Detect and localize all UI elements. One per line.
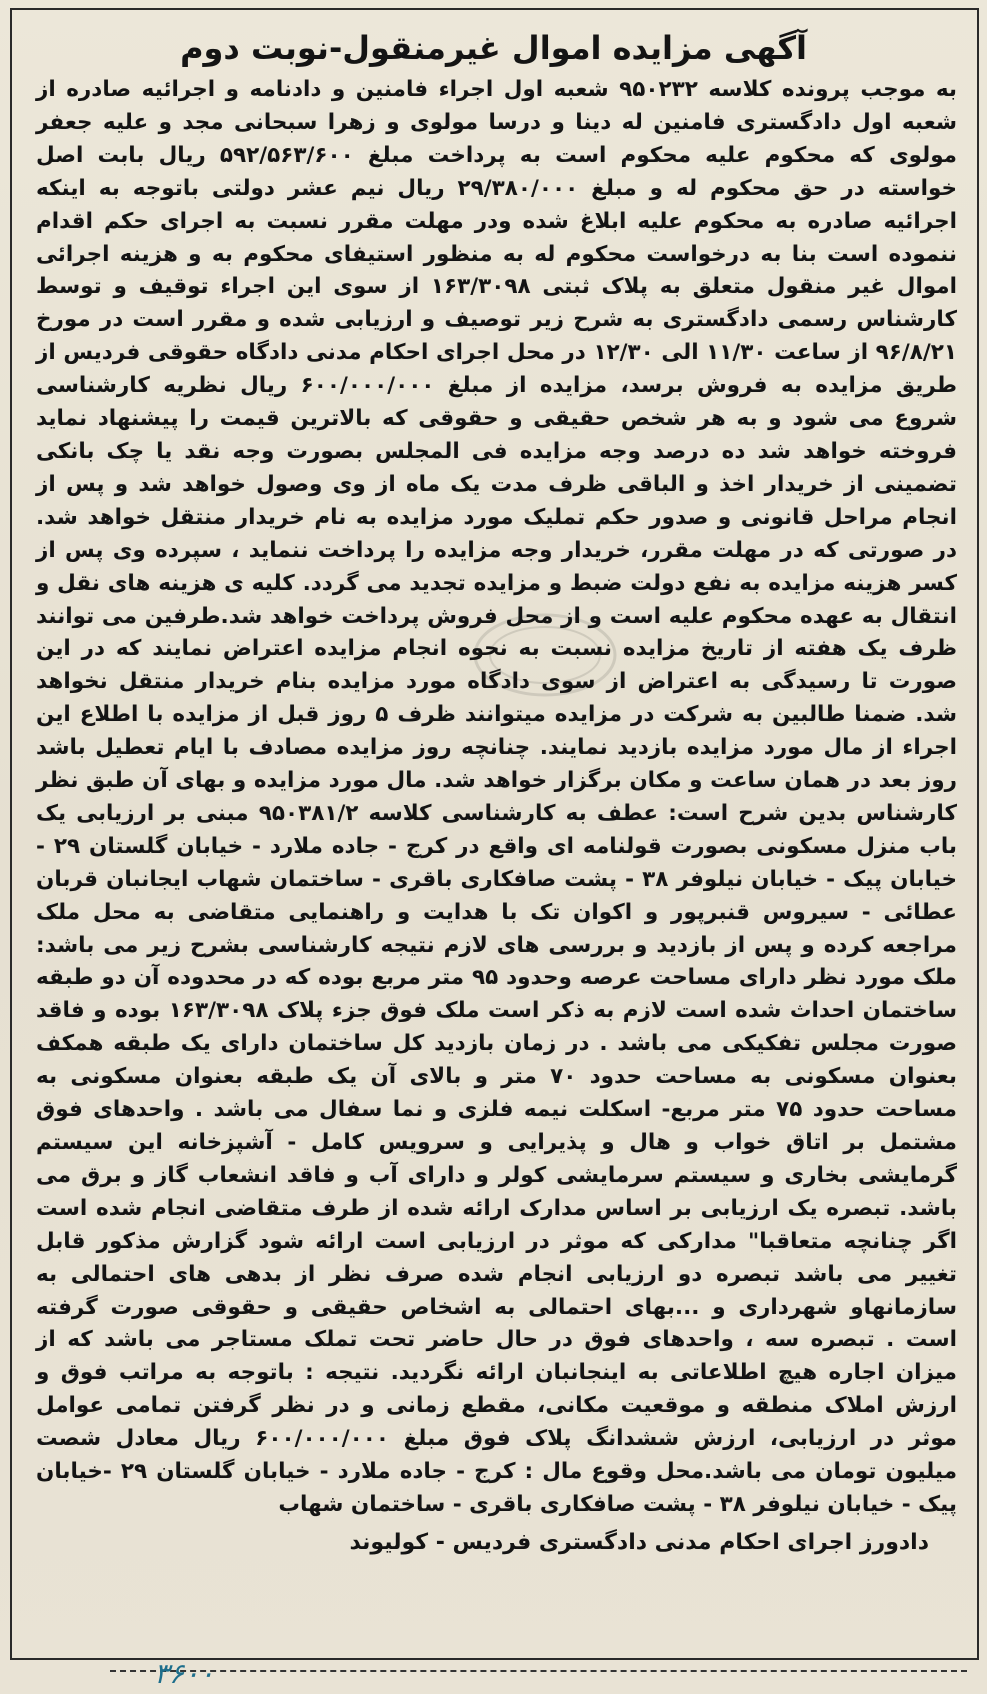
handwritten-note [150, 1656, 320, 1690]
notice-signature: دادورز اجرای احکام مدنی دادگستری فردیس - کولیوند [349, 1529, 929, 1555]
notice-title: آگهی مزایده اموال غیرمنقول-نوبت دوم [180, 29, 807, 67]
notice-body [36, 74, 957, 1522]
handwritten-number: ۳۶۰۰ [154, 1657, 215, 1690]
notice-paragraph: به موجب پرونده کلاسه ۹۵۰۲۳۲ شعبه اول اجراء فامنین و دادنامه و اجرائیه صادره از شعبه اول دادگستری فامنین له دینا و درسا مولوی و زهرا سبحانی مجد و علیه جعفر مولوی که محکوم علیه محکوم است به پرداخت مبلغ ۵۹۲/۵۶۳/۶۰۰ ریال بابت اصل خواسته در حق محکوم له و مبلغ ۲۹/۳۸۰/۰۰۰ ریال نیم عشر دولتی باتوجه به اینکه اجرائیه صادره به محکوم علیه ابلاغ شده ودر مهلت مقرر نسبت به اجرای حکم اقدام ننموده است بنا به درخواست محکوم له به منظور استیفای محکوم به و هزینه اجرائی اموال غیر منقول متعلق به پلاک ثبتی ۱۶۳/۳۰۹۸ از سوی این اجراء توقیف و توسط کارشناس رسمی دادگستری به شرح زیر توصیف و ارزیابی شده و مقرر است در مورخ ۹۶/۸/۲۱ از ساعت ۱۱/۳۰ الی ۱۲/۳۰ در محل اجرای احکام مدنی دادگاه حقوقی فردیس از طریق مزایده به فروش برسد، مزایده از مبلغ ۶۰۰/۰۰۰/۰۰۰ ریال نظریه کارشناسی شروع می شود و به هر شخص حقیقی و حقوقی که بالاترین قیمت را پیشنهاد نماید فروخته خواهد شد ده درصد وجه مزایده فی المجلس بصورت وجه نقد یا چک بانکی تضمینی از خریدار اخذ و الباقی ظرف مدت یک ماه از وی وصول خواهد شد و پس از انجام مراحل قانونی و صدور حکم تملیک مورد مزایده به نام خریدار منتقل خواهد شد. در صورتی که در مهلت مقرر، خریدار وجه مزایده را پرداخت ننماید ، سپرده وی پس از کسر هزینه مزایده به نفع دولت ضبط و مزایده تجدید می گردد. کلیه ی هزینه های نقل و انتقال به عهده محکوم علیه است و از محل فروش پرداخت خواهد شد.طرفین می توانند ظرف یک هفته از تاریخ مزایده نسبت به نحوه انجام مزایده اعتراض نمایند که در این صورت تا رسیدگی به اعتراض از سوی دادگاه مورد مزایده بنام خریدار منتقل نخواهد شد. ضمنا طالبین به شرکت در مزایده میتوانند ظرف ۵ روز قبل از مزایده با اطلاع این اجراء از مال مورد مزایده بازدید نمایند. چنانچه روز مزایده مصادف با ایام تعطیل باشد روز بعد در همان ساعت و مکان برگزار خواهد شد. مال مورد مزایده و بهای آن طبق نظر کارشناس بدین شرح است: عطف به کارشناسی کلاسه ۹۵۰۳۸۱/۲ مبنی بر ارزیابی یک باب منزل مسکونی بصورت قولنامه ای واقع در کرج - جاده ملارد - خیابان گلستان ۲۹ - خیابان پیک - خیابان نیلوفر ۳۸ - پشت صافکاری باقری - ساختمان شهاب ایجانبان قربان عطائی - سیروس قنبرپور و اکوان تک با هدایت و راهنمایی متقاضی به محل ملک مراجعه کرده و پس از بازدید و بررسی های لازم نتیجه کارشناسی بشرح زیر می باشد: ملک مورد نظر دارای مساحت عرصه وحدود ۹۵ متر مربع بوده که در محدوده آن دو طبقه ساختمان احداث شده است لازم به ذکر است ملک فوق جزء پلاک ۱۶۳/۳۰۹۸ بوده و فاقد صورت مجلس تفکیکی می باشد . در زمان بازدید کل ساختمان دارای یک طبقه همکف بعنوان مسکونی به مساحت حدود ۷۰ متر و بالای آن یک طبقه بعنوان مسکونی به مساحت حدود ۷۵ متر مربع- اسکلت نیمه فلزی و نما سفال می باشد . واحدهای فوق مشتمل بر اتاق خواب و هال و پذیرایی و سرویس کامل - آشپزخانه این سیستم گرمایشی بخاری و سیستم سرمایشی کولر و دارای آب و فاقد انشعاب گاز و برق می باشد. تبصره یک ارزیابی بر اساس مدارک ارائه شده از طرف متقاضی انجام شده است اگر چنانچه متعاقبا" مدارکی که موثر در ارزیابی است ارائه شود گزارش مذکور قابل تغییر می باشد تبصره دو ارزیابی انجام شده صرف نظر از بدهی های احتمالی به سازمانهاو شهرداری و ...بهای احتمالی به اشخاص حقیقی و حقوقی صورت گرفته است . تبصره سه ، واحدهای فوق در حال حاضر تحت تملک مستاجر می باشد که از میزان اجاره هیچ اطلاعاتی به اینجانبان ارائه نگردید. نتیجه : باتوجه به مراتب فوق و ارزش املاک منطقه و موقعیت مکانی، مقطع زمانی و در نظر گرفتن تمامی عوامل موثر در ارزیابی، ارزش ششدانگ پلاک فوق مبلغ ۶۰۰/۰۰۰/۰۰۰ ریال معادل شصت میلیون تومان می باشد.محل وقوع مال : کرج - جاده ملارد - خیابان گلستان ۲۹ -خیابان پیک - خیابان نیلوفر ۳۸ - پشت صافکاری باقری - ساختمان شهاب [36, 77, 958, 1517]
